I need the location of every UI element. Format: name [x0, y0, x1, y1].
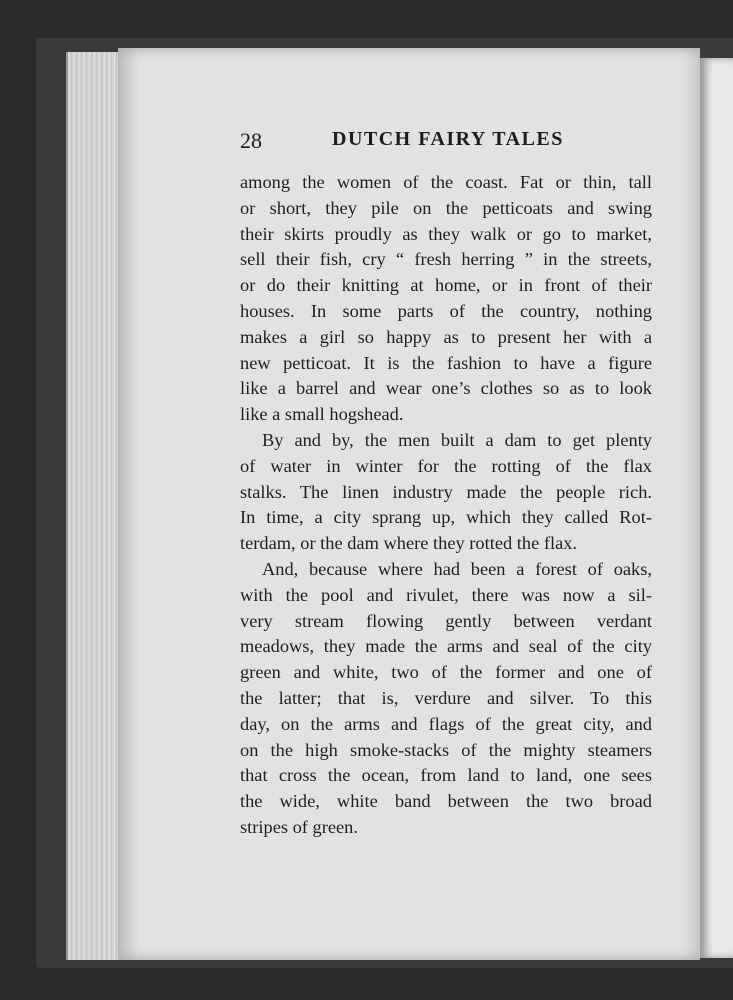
- text-line: with the pool and rivulet, there was now a sil-: [240, 584, 652, 605]
- text-line: sell their fish, cry “ fresh herring ” in the streets,: [240, 249, 652, 270]
- text-line: or do their knitting at home, or in front of their: [240, 275, 652, 296]
- text-line: like a small hogshead.: [240, 404, 404, 425]
- text-line: meadows, they made the arms and seal of the city: [240, 636, 652, 657]
- text-line: makes a girl so happy as to present her with a: [240, 326, 652, 347]
- text-line: very stream flowing gently between verdant: [240, 610, 652, 631]
- text-line: among the women of the coast. Fat or thin, tall: [240, 172, 652, 192]
- text-line: new petticoat. It is the fashion to have a figure: [240, 352, 652, 373]
- text-line: stalks. The linen industry made the people rich.: [240, 481, 652, 502]
- text-line: on the high smoke-stacks of the mighty steamers: [240, 739, 652, 760]
- facing-page-edge: [700, 58, 733, 958]
- text-line: the wide, white band between the two broad: [240, 791, 652, 812]
- text-line: that cross the ocean, from land to land, one sees: [240, 765, 652, 786]
- body-text: [240, 170, 652, 841]
- text-line: By and by, the men built a dam to get plenty: [262, 429, 652, 450]
- text-line: or short, they pile on the petticoats and swing: [240, 197, 652, 218]
- text-line: houses. In some parts of the country, nothing: [240, 300, 652, 321]
- text-line: of water in winter for the rotting of the flax: [240, 455, 652, 476]
- text-line: their skirts proudly as they walk or go to market,: [240, 223, 652, 244]
- page-number: 28: [240, 128, 262, 153]
- text-line: In time, a city sprang up, which they called Rot-: [240, 507, 652, 528]
- text-line: the latter; that is, verdure and silver. To this: [240, 687, 652, 708]
- text-line: And, because where had been a forest of oaks,: [262, 558, 652, 579]
- text-line: stripes of green.: [240, 816, 358, 837]
- text-line: terdam, or the dam where they rotted the flax.: [240, 533, 578, 554]
- running-title: DUTCH FAIRY TALES: [332, 128, 564, 150]
- text-line: green and white, two of the former and one of: [240, 662, 652, 683]
- page-header: [240, 128, 660, 160]
- text-line: day, on the arms and flags of the great city, and: [240, 713, 652, 734]
- text-line: like a barrel and wear one’s clothes so as to look: [240, 378, 652, 399]
